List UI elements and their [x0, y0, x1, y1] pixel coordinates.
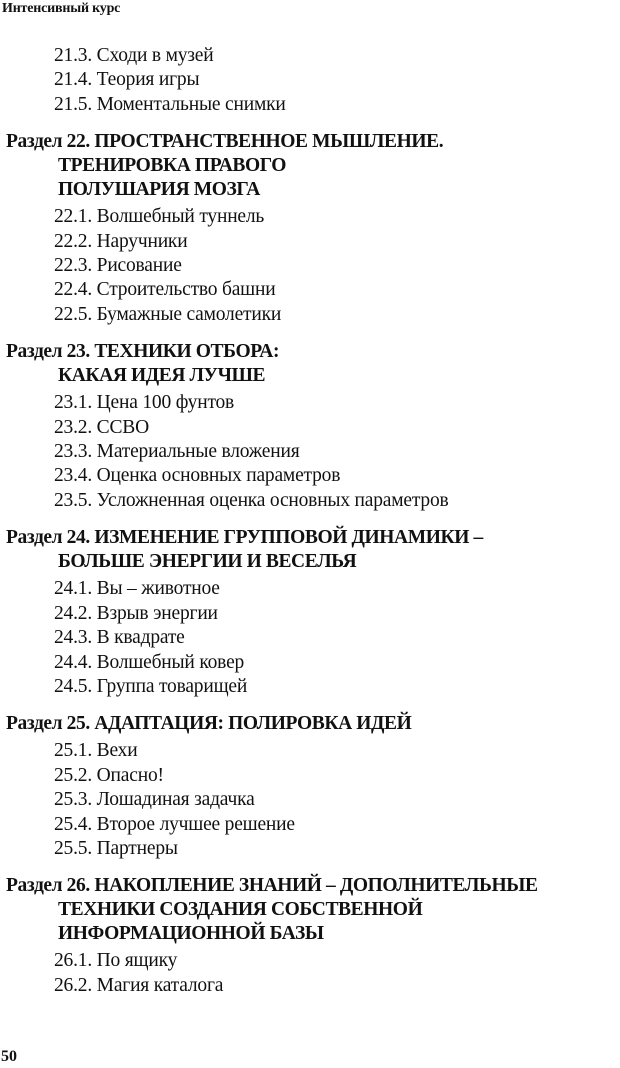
toc-item: 22.1. Волшебный туннель [54, 206, 265, 228]
toc-item: 26.1. По ящику [54, 950, 178, 972]
heading-line: БОЛЬШЕ ЭНЕРГИИ И ВЕСЕЛЬЯ [58, 551, 357, 573]
toc-item: 21.4. Теория игры [54, 69, 200, 91]
heading-line: КАКАЯ ИДЕЯ ЛУЧШЕ [58, 365, 266, 387]
toc-item: 21.5. Моментальные снимки [54, 93, 286, 115]
toc-item: 22.2. Наручники [54, 230, 188, 252]
heading-line: ТРЕНИРОВКА ПРАВОГО [58, 155, 287, 177]
section-heading [0, 712, 616, 736]
continued-items [0, 44, 616, 117]
section-23 [0, 340, 616, 513]
section-items [0, 739, 616, 861]
toc-item: 22.5. Бумажные самолетики [54, 303, 282, 325]
heading-line: ИНФОРМАЦИОННОЙ БАЗЫ [58, 923, 324, 945]
section-heading [0, 874, 616, 946]
heading-line: Раздел 22. ПРОСТРАНСТВЕННОЕ МЫШЛЕНИЕ. [6, 131, 444, 153]
section-26 [0, 874, 616, 998]
toc-item: 23.1. Цена 100 фунтов [54, 392, 235, 414]
toc-item: 21.3. Сходи в музей [54, 45, 214, 66]
heading-line: Раздел 26. НАКОПЛЕНИЕ ЗНАНИЙ – ДОПОЛНИТЕЛЬНЫЕ [6, 875, 538, 897]
toc-item: 23.2. ССВО [54, 416, 149, 438]
heading-line: Раздел 24. ИЗМЕНЕНИЕ ГРУППОВОЙ ДИНАМИКИ – [6, 527, 483, 549]
toc-item: 24.4. Волшебный ковер [54, 651, 245, 673]
section-heading [0, 340, 616, 388]
section-heading [0, 130, 616, 202]
heading-line: Раздел 25. АДАПТАЦИЯ: ПОЛИРОВКА ИДЕЙ [6, 713, 412, 735]
heading-line: ТЕХНИКИ СОЗДАНИЯ СОБСТВЕННОЙ [58, 899, 423, 921]
toc-item: 24.1. Вы – животное [54, 578, 220, 600]
toc-item: 26.2. Магия каталога [54, 974, 224, 996]
section-22 [0, 130, 616, 327]
heading-line: ПОЛУШАРИЯ МОЗГА [58, 179, 260, 201]
toc-item: 23.3. Материальные вложения [54, 441, 300, 463]
toc-item: 23.5. Усложненная оценка основных параметров [54, 489, 449, 511]
toc-item: 22.4. Строительство башни [54, 279, 276, 301]
section-heading [0, 526, 616, 574]
toc-item: 25.2. Опасно! [54, 764, 164, 786]
heading-line: Раздел 23. ТЕХНИКИ ОТБОРА: [6, 341, 280, 363]
section-items [0, 391, 616, 513]
section-25 [0, 712, 616, 861]
section-items [0, 577, 616, 699]
toc-item: 25.5. Партнеры [54, 837, 178, 859]
toc-item: 25.3. Лошадиная задачка [54, 789, 255, 811]
toc-item: 25.1. Вехи [54, 740, 138, 762]
toc-item: 24.2. Взрыв энергии [54, 602, 218, 624]
toc-item: 24.5. Группа товарищей [54, 675, 248, 697]
toc-item: 22.3. Рисование [54, 255, 182, 277]
running-head: Интенсивный курс [2, 1, 121, 16]
toc-item: 23.4. Оценка основных параметров [54, 465, 341, 487]
toc-item: 25.4. Второе лучшее решение [54, 813, 295, 835]
section-24 [0, 526, 616, 699]
section-items [0, 205, 616, 327]
table-of-contents [0, 44, 616, 998]
toc-item: 24.3. В квадрате [54, 627, 185, 649]
page-number: 50 [1, 1048, 17, 1065]
section-items [0, 949, 616, 998]
